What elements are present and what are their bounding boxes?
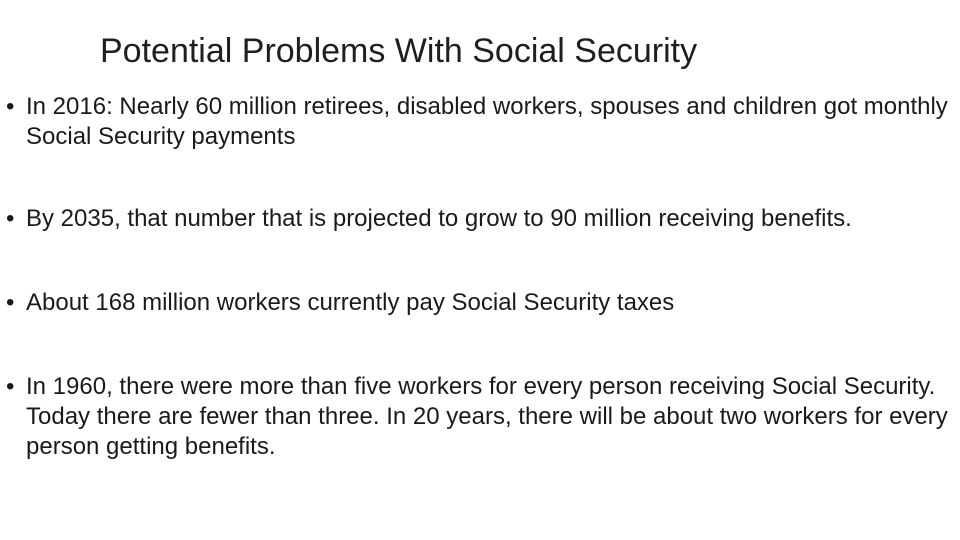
bullet-text: By 2035, that number that is projected to grow to 90 million receiving benefits. <box>26 205 852 232</box>
bullet-marker: • <box>6 373 15 400</box>
bullet-item <box>6 372 956 462</box>
bullet-marker: • <box>6 289 15 316</box>
bullet-item <box>6 204 956 234</box>
bullet-text: In 2016: Nearly 60 million retirees, disabled workers, spouses and children got monthly Social Security payments <box>26 93 948 150</box>
slide-title: Potential Problems With Social Security <box>100 32 698 70</box>
bullet-list <box>6 90 956 462</box>
bullet-text: About 168 million workers currently pay Social Security taxes <box>26 289 675 316</box>
bullet-item <box>6 288 956 318</box>
bullet-marker: • <box>6 93 15 120</box>
bullet-marker: • <box>6 205 15 232</box>
bullet-item <box>6 92 956 152</box>
bullet-text: In 1960, there were more than five workers for every person receiving Social Security. Today there are fewer than three. In 20 years, there will be about two workers for every person getting benefits. <box>26 373 948 460</box>
